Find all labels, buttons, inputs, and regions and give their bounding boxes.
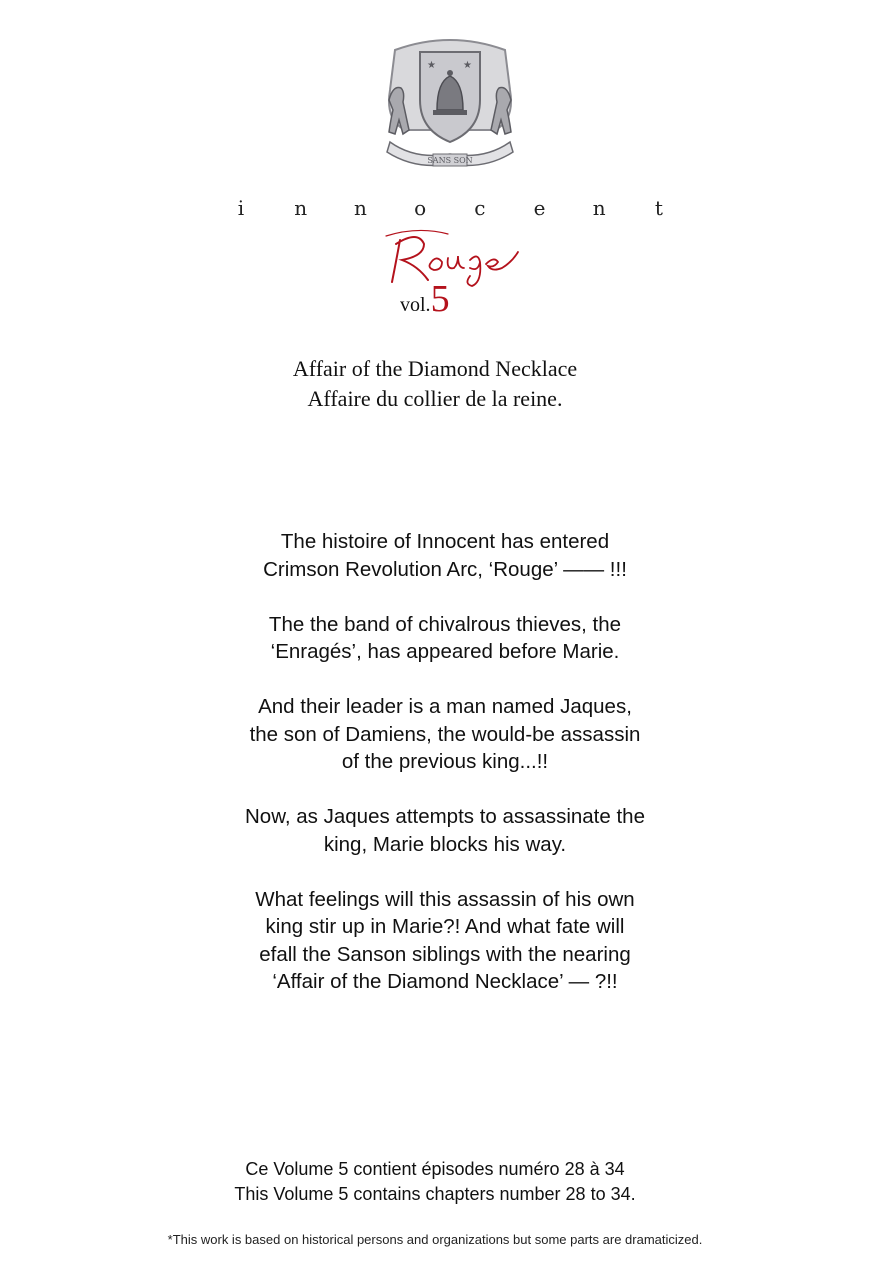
synopsis-paragraph: [200, 528, 690, 583]
series-letter: i: [237, 196, 245, 220]
volume-label: vol.: [400, 294, 431, 316]
contents-english: This Volume 5 contains chapters number 28 to 34.: [234, 1184, 636, 1204]
arc-title-english: Affair of the Diamond Necklace: [292, 356, 578, 381]
synopsis-paragraph: [200, 803, 690, 858]
synopsis-line: of the previous king...!!: [341, 750, 549, 773]
synopsis-line: ‘Enragés’, has appeared before Marie.: [270, 640, 620, 663]
synopsis-line: king, Marie blocks his way.: [323, 832, 567, 856]
synopsis-line: And their leader is a man named Jaques,: [258, 695, 632, 718]
series-letter: n: [592, 196, 606, 220]
series-title: [230, 196, 670, 220]
arc-title-french: Affaire du collier de la reine.: [307, 386, 563, 411]
series-letter: o: [414, 196, 427, 220]
volume-number: 5: [430, 278, 450, 320]
synopsis-line: The histoire of Innocent has entered: [280, 530, 610, 553]
synopsis-paragraph: [200, 611, 690, 666]
volume-contents: [0, 1157, 870, 1207]
synopsis-line: ‘Affair of the Diamond Necklace’ — ?!!: [272, 970, 618, 993]
synopsis-line: king stir up in Marie?! And what fate will: [265, 915, 625, 938]
synopsis-line: Now, as Jaques attempts to assassinate the: [245, 805, 645, 828]
svg-text:SANS SON: SANS SON: [427, 156, 473, 165]
svg-text:★: ★: [463, 60, 472, 71]
disclaimer: *This work is based on historical persons and organizations but some parts are dramaticized.: [167, 1232, 703, 1247]
arc-title: [0, 354, 870, 414]
synopsis-paragraph: [200, 693, 690, 776]
svg-text:★: ★: [427, 60, 436, 71]
synopsis: [200, 528, 690, 1023]
synopsis-line: efall the Sanson siblings with the nearing: [259, 942, 631, 966]
synopsis-line: The the band of chivalrous thieves, the: [268, 612, 622, 636]
synopsis-line: Crimson Revolution Arc, ‘Rouge’ —— !!!: [263, 557, 627, 581]
synopsis-line: the son of Damiens, the would-be assassin: [249, 722, 641, 746]
series-letter: t: [654, 196, 663, 220]
volume-mark: [400, 280, 490, 318]
synopsis-line: What feelings will this assassin of his own: [255, 887, 635, 911]
rouge-script-logo: [378, 222, 528, 288]
coat-of-arms-crest: [375, 30, 525, 180]
series-letter: n: [353, 196, 367, 220]
series-letter: e: [533, 196, 546, 220]
series-letter: n: [294, 196, 308, 220]
series-letter: c: [474, 196, 486, 220]
contents-french: Ce Volume 5 contient épisodes numéro 28 à 34: [245, 1159, 625, 1179]
synopsis-paragraph: [200, 886, 690, 996]
